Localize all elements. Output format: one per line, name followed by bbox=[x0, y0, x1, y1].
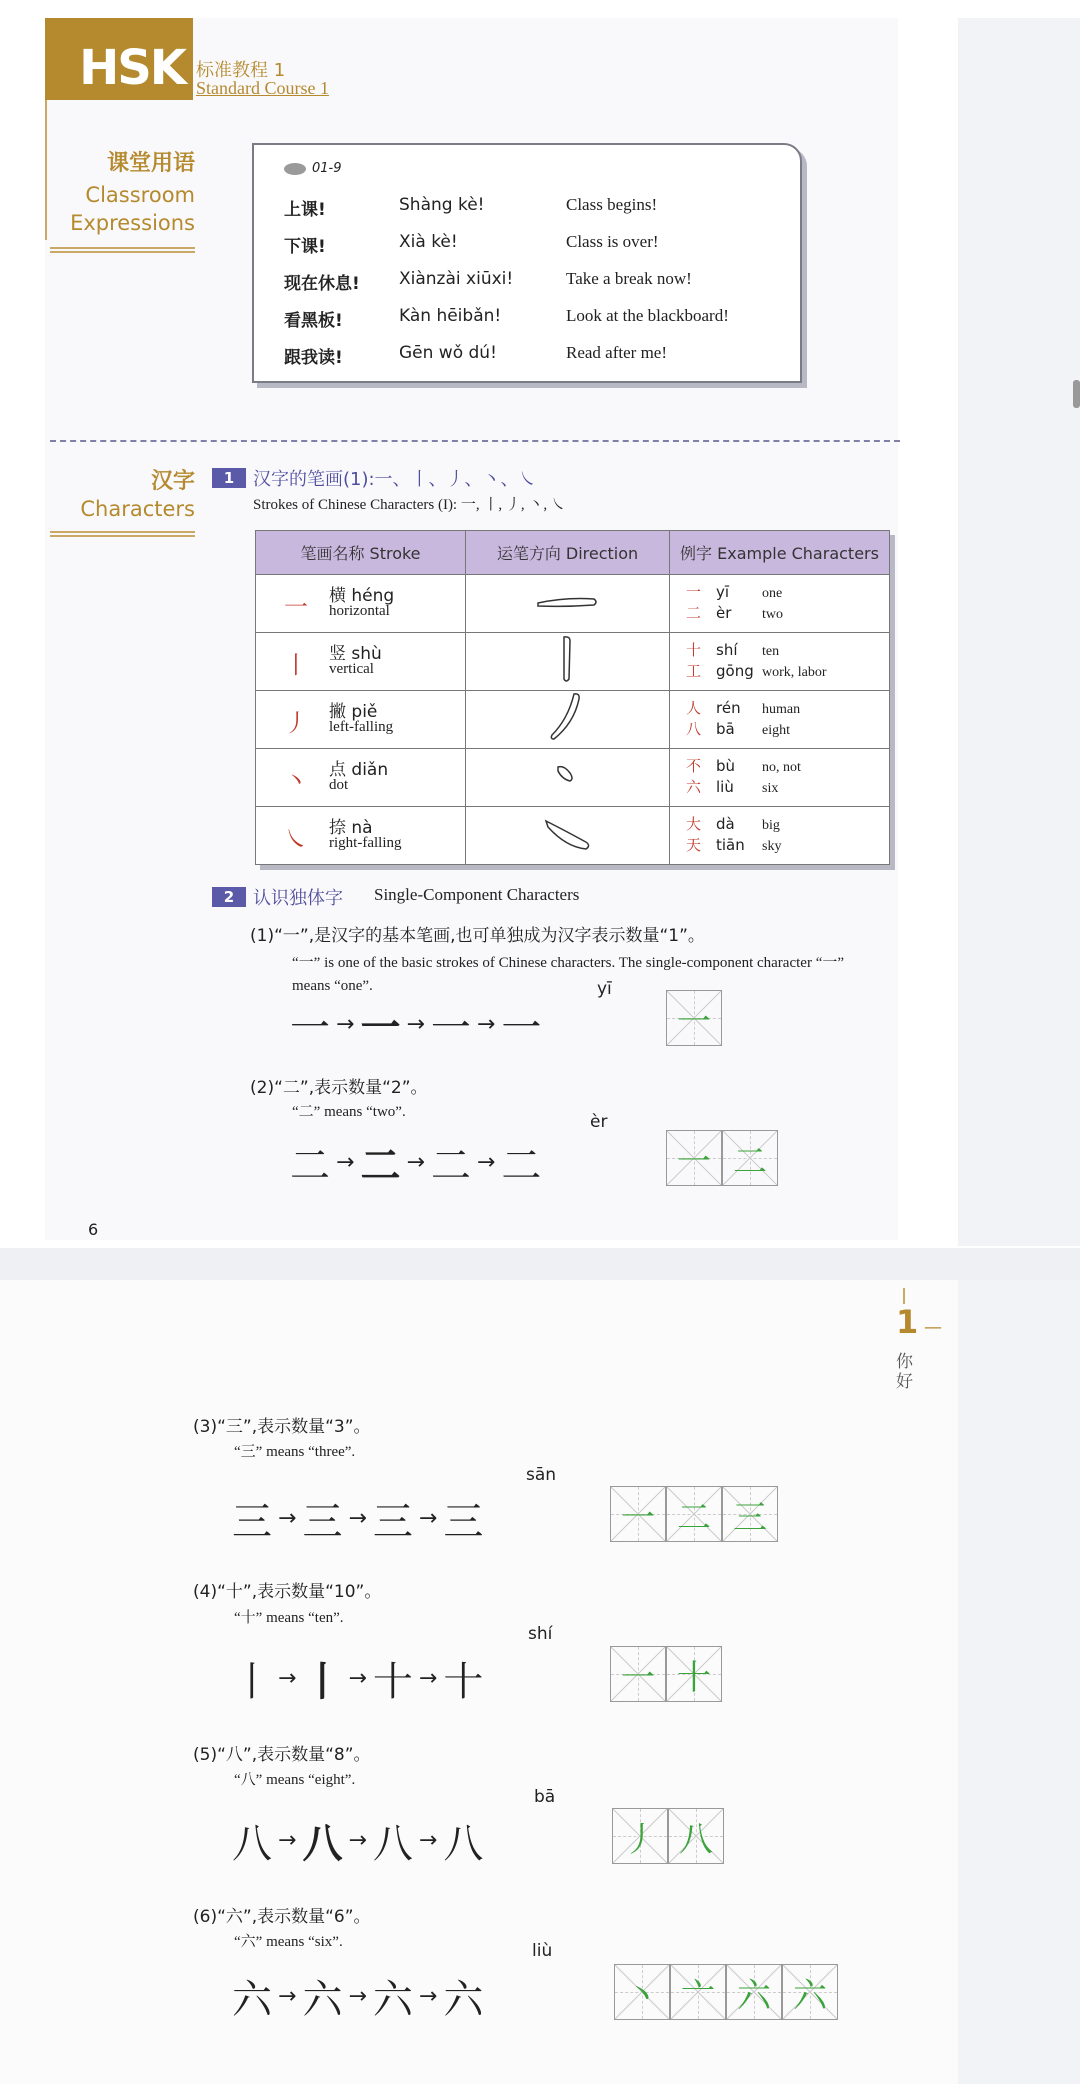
expression-zh: 上课! bbox=[284, 200, 326, 220]
section-title-en: Single-Component Characters bbox=[374, 885, 580, 904]
sequence-step: 二 bbox=[430, 1143, 471, 1189]
arrow-right-icon: → bbox=[278, 1828, 297, 1853]
example-meaning: one bbox=[762, 586, 783, 601]
example-char: 人 bbox=[686, 699, 702, 717]
sequence-step: 丨 bbox=[302, 1659, 343, 1705]
expression-en: Look at the blackboard! bbox=[566, 306, 729, 325]
example-char: 十 bbox=[686, 641, 702, 659]
section-divider bbox=[50, 440, 900, 442]
example-char: 工 bbox=[686, 662, 702, 680]
stroke-name: 横 héng bbox=[329, 586, 395, 606]
item-zh: (3)“三”,表示数量“3”。 bbox=[193, 1417, 371, 1437]
item-zh: (1)“一”,是汉字的基本笔画,也可单独成为汉字表示数量“1”。 bbox=[250, 926, 705, 946]
grid-stroke: 一 bbox=[677, 1141, 711, 1182]
example-entry bbox=[686, 718, 790, 739]
grid-stroke: 二 bbox=[733, 1141, 767, 1182]
grid-cell bbox=[666, 1486, 722, 1542]
arrow-right-icon: → bbox=[418, 1506, 438, 1531]
writing-grid bbox=[666, 990, 722, 1046]
expression-row bbox=[254, 306, 800, 342]
grid-stroke: 一 bbox=[621, 1497, 655, 1538]
stroke-mark: 丶 bbox=[284, 767, 308, 795]
classroom-label-en-2: Expressions bbox=[70, 211, 195, 235]
example-char: 八 bbox=[686, 720, 702, 738]
table-row bbox=[256, 575, 890, 633]
sequence-step: 一 bbox=[360, 1005, 401, 1051]
sequence-step: 六 bbox=[232, 1977, 272, 2023]
sequence-step: 十 bbox=[372, 1659, 413, 1705]
page-gutter-lower bbox=[958, 1280, 1080, 2084]
writing-grid bbox=[610, 1646, 722, 1702]
stroke-direction-graphic bbox=[466, 691, 669, 744]
example-meaning: big bbox=[762, 818, 780, 833]
sequence-step: 二 bbox=[290, 1143, 330, 1189]
example-pinyin: èr bbox=[716, 604, 732, 622]
grid-cell bbox=[668, 1808, 724, 1864]
grid-cell bbox=[666, 1646, 722, 1702]
grid-stroke: 丿 bbox=[623, 1819, 657, 1860]
arrow-right-icon: → bbox=[278, 1984, 297, 2009]
header-rule bbox=[45, 100, 47, 240]
writing-grid bbox=[666, 1130, 778, 1186]
expression-en: Class begins! bbox=[566, 195, 658, 214]
example-char: 一 bbox=[686, 583, 702, 601]
arrow-right-icon: → bbox=[418, 1666, 438, 1691]
arrow-right-icon: → bbox=[336, 1012, 355, 1037]
item-pinyin: sān bbox=[526, 1465, 557, 1485]
direction-cell bbox=[466, 633, 670, 691]
expression-row bbox=[254, 232, 800, 268]
stroke-english: vertical bbox=[329, 661, 374, 677]
characters-label-en: Characters bbox=[80, 497, 195, 521]
item-zh: (5)“八”,表示数量“8”。 bbox=[193, 1745, 371, 1765]
arrow-right-icon: → bbox=[406, 1012, 425, 1037]
stroke-sequence bbox=[232, 1812, 483, 1869]
examples-cell bbox=[670, 691, 890, 749]
writing-grid bbox=[614, 1964, 838, 2020]
stroke-name: 撇 piě bbox=[329, 702, 378, 722]
section-title-en: Strokes of Chinese Characters (I): 一, 丨, 丿, 丶, ㇏ bbox=[253, 497, 566, 513]
example-entry bbox=[686, 755, 801, 776]
item-en: means “one”. bbox=[292, 978, 373, 994]
section-title-zh: 汉字的笔画(1):一、丨、丿、丶、㇏ bbox=[253, 469, 537, 490]
examples-cell bbox=[670, 633, 890, 691]
example-meaning: eight bbox=[762, 723, 790, 738]
grid-cell bbox=[670, 1964, 726, 2020]
grid-stroke: 六 bbox=[793, 1975, 827, 2016]
grid-cell bbox=[722, 1486, 778, 1542]
classroom-expressions-box bbox=[252, 143, 802, 383]
classroom-label-en-1: Classroom bbox=[85, 183, 195, 207]
stroke-sequence bbox=[232, 1968, 483, 2025]
expression-pinyin: Shàng kè! bbox=[399, 195, 485, 215]
example-meaning: six bbox=[762, 781, 779, 796]
item-pinyin: shí bbox=[528, 1624, 553, 1644]
example-entry bbox=[686, 581, 782, 602]
label-rule bbox=[50, 531, 195, 537]
stroke-cell bbox=[256, 575, 466, 633]
stroke-mark: ㇏ bbox=[284, 825, 308, 853]
writing-grid bbox=[610, 1486, 778, 1542]
lesson-dash: — bbox=[918, 1317, 942, 1338]
stroke-sequence bbox=[290, 996, 541, 1053]
expression-en: Read after me! bbox=[566, 343, 667, 362]
sequence-step: 十 bbox=[443, 1659, 484, 1705]
sequence-step: 一 bbox=[290, 1005, 330, 1051]
example-pinyin: tiān bbox=[716, 836, 745, 854]
sequence-step: 八 bbox=[232, 1821, 272, 1867]
audio-track[interactable] bbox=[284, 161, 342, 176]
lesson-tab-rule bbox=[903, 1288, 905, 1304]
item-zh: (4)“十”,表示数量“10”。 bbox=[193, 1582, 382, 1602]
direction-cell bbox=[466, 807, 670, 865]
example-pinyin: yī bbox=[716, 583, 730, 601]
grid-cell bbox=[666, 1130, 722, 1186]
section-number-badge: 2 bbox=[212, 887, 246, 907]
example-pinyin: gōng bbox=[716, 662, 754, 680]
example-meaning: two bbox=[762, 607, 783, 622]
classroom-label-zh: 课堂用语 bbox=[106, 151, 195, 176]
scrollbar-thumb[interactable] bbox=[1073, 380, 1080, 408]
page-separator bbox=[0, 1248, 1080, 1280]
example-char: 天 bbox=[686, 836, 702, 854]
stroke-english: left-falling bbox=[329, 719, 394, 735]
classroom-label bbox=[50, 146, 195, 253]
grid-stroke: 六 bbox=[737, 1975, 771, 2016]
item-zh: (6)“六”,表示数量“6”。 bbox=[193, 1907, 371, 1927]
arrow-right-icon: → bbox=[476, 1150, 496, 1175]
table-row bbox=[256, 749, 890, 807]
sequence-step: 八 bbox=[302, 1821, 343, 1867]
arrow-right-icon: → bbox=[348, 1984, 367, 2009]
expression-zh: 跟我读! bbox=[284, 348, 343, 368]
stroke-direction-graphic bbox=[466, 633, 669, 686]
grid-cell bbox=[614, 1964, 670, 2020]
stroke-name: 竖 shù bbox=[329, 644, 382, 664]
sequence-step: 丨 bbox=[232, 1659, 272, 1705]
grid-cell bbox=[610, 1486, 666, 1542]
examples-cell bbox=[670, 575, 890, 633]
column-header: 运笔方向 Direction bbox=[466, 531, 670, 575]
example-meaning: sky bbox=[762, 839, 782, 854]
example-meaning: work, labor bbox=[762, 665, 827, 680]
expression-pinyin: Xiànzài xiūxi! bbox=[399, 269, 514, 289]
example-pinyin: dà bbox=[716, 815, 735, 833]
grid-cell bbox=[782, 1964, 838, 2020]
example-char: 不 bbox=[686, 757, 702, 775]
label-rule bbox=[50, 247, 195, 253]
direction-cell bbox=[466, 691, 670, 749]
stroke-english: dot bbox=[329, 777, 349, 793]
sequence-step: 三 bbox=[232, 1499, 272, 1545]
stroke-cell bbox=[256, 691, 466, 749]
stroke-mark: 一 bbox=[284, 593, 308, 621]
example-pinyin: bā bbox=[716, 720, 735, 738]
expression-row bbox=[254, 195, 800, 231]
grid-cell bbox=[612, 1808, 668, 1864]
arrow-right-icon: → bbox=[348, 1506, 367, 1531]
stroke-direction-graphic bbox=[466, 749, 669, 802]
sequence-step: 三 bbox=[443, 1499, 484, 1545]
expression-zh: 下课! bbox=[284, 237, 326, 257]
sequence-step: 三 bbox=[372, 1499, 413, 1545]
characters-label bbox=[50, 464, 195, 537]
arrow-right-icon: → bbox=[476, 1012, 496, 1037]
stroke-direction-graphic bbox=[466, 807, 669, 860]
example-entry bbox=[686, 813, 780, 834]
stroke-sequence bbox=[232, 1650, 483, 1707]
arrow-right-icon: → bbox=[418, 1828, 438, 1853]
stroke-cell bbox=[256, 807, 466, 865]
expression-row bbox=[254, 269, 800, 305]
book-title-zh: 标准教程 1 bbox=[196, 60, 286, 81]
lesson-number bbox=[896, 1304, 956, 1346]
expression-en: Class is over! bbox=[566, 232, 659, 251]
arrow-right-icon: → bbox=[278, 1506, 297, 1531]
audio-track-number: 01-9 bbox=[312, 161, 342, 176]
example-entry bbox=[686, 834, 781, 855]
item-pinyin: bā bbox=[534, 1787, 556, 1807]
lesson-title: 你好 bbox=[896, 1352, 913, 1392]
page-number: 6 bbox=[88, 1220, 99, 1239]
stroke-name: 点 diǎn bbox=[329, 760, 389, 780]
stroke-table bbox=[255, 530, 890, 865]
column-header: 例字 Example Characters bbox=[670, 531, 890, 575]
example-char: 六 bbox=[686, 778, 702, 796]
item-zh: (2)“二”,表示数量“2”。 bbox=[250, 1078, 428, 1098]
stroke-mark: 丨 bbox=[284, 651, 308, 679]
grid-stroke: 一 bbox=[621, 1657, 655, 1698]
example-entry bbox=[686, 639, 779, 660]
stroke-english: right-falling bbox=[329, 835, 402, 851]
grid-cell bbox=[726, 1964, 782, 2020]
hsk-logo: HSK bbox=[45, 18, 193, 100]
table-row bbox=[256, 691, 890, 749]
examples-cell bbox=[670, 749, 890, 807]
stroke-mark: 丿 bbox=[284, 709, 308, 737]
characters-label-zh: 汉字 bbox=[150, 469, 195, 494]
expression-row bbox=[254, 343, 800, 379]
expression-en: Take a break now! bbox=[566, 269, 692, 288]
arrow-right-icon: → bbox=[278, 1666, 297, 1691]
item-en: “十” means “ten”. bbox=[234, 1610, 344, 1626]
sequence-step: 一 bbox=[430, 1005, 471, 1051]
item-pinyin: liù bbox=[532, 1941, 553, 1961]
grid-stroke: 三 bbox=[733, 1497, 767, 1538]
writing-grid bbox=[612, 1808, 724, 1864]
stroke-sequence bbox=[290, 1134, 541, 1191]
example-pinyin: liù bbox=[716, 778, 734, 796]
example-pinyin: rén bbox=[716, 699, 741, 717]
item-en: “一” is one of the basic strokes of Chinese characters. The single-component character “一” bbox=[292, 955, 845, 971]
table-row bbox=[256, 807, 890, 865]
stroke-name: 捺 nà bbox=[329, 818, 373, 838]
sequence-step: 八 bbox=[443, 1821, 484, 1867]
item-pinyin: èr bbox=[590, 1112, 608, 1132]
example-entry bbox=[686, 602, 783, 623]
grid-cell bbox=[610, 1646, 666, 1702]
book-title-en: Standard Course 1 bbox=[196, 78, 329, 98]
arrow-right-icon: → bbox=[348, 1666, 367, 1691]
stroke-cell bbox=[256, 633, 466, 691]
example-meaning: human bbox=[762, 702, 801, 717]
sequence-step: 三 bbox=[302, 1499, 343, 1545]
item-en: “三” means “three”. bbox=[234, 1444, 356, 1460]
arrow-right-icon: → bbox=[336, 1150, 355, 1175]
section-title-zh: 认识独体字 bbox=[253, 888, 343, 909]
example-entry bbox=[686, 776, 778, 797]
example-char: 大 bbox=[686, 815, 702, 833]
example-char: 二 bbox=[686, 604, 702, 622]
arrow-right-icon: → bbox=[348, 1828, 367, 1853]
direction-cell bbox=[466, 749, 670, 807]
example-meaning: no, not bbox=[762, 760, 801, 775]
grid-stroke: 亠 bbox=[681, 1975, 715, 2016]
grid-stroke: 一 bbox=[677, 1001, 711, 1042]
grid-stroke: 八 bbox=[679, 1819, 713, 1860]
sequence-step: 六 bbox=[443, 1977, 484, 2023]
item-en: “六” means “six”. bbox=[234, 1934, 343, 1950]
grid-stroke: 十 bbox=[677, 1657, 711, 1698]
example-pinyin: bù bbox=[716, 757, 736, 775]
stroke-english: horizontal bbox=[329, 603, 390, 619]
stroke-direction-graphic bbox=[466, 575, 669, 628]
grid-stroke: 丶 bbox=[625, 1975, 659, 2016]
section-number-badge: 1 bbox=[212, 468, 246, 488]
arrow-right-icon: → bbox=[418, 1984, 438, 2009]
lesson-tab bbox=[896, 1288, 956, 1392]
sequence-step: 二 bbox=[360, 1143, 401, 1189]
expression-zh: 看黑板! bbox=[284, 311, 343, 331]
grid-stroke: 二 bbox=[677, 1497, 711, 1538]
expression-pinyin: Xià kè! bbox=[399, 232, 458, 252]
example-entry bbox=[686, 697, 800, 718]
direction-cell bbox=[466, 575, 670, 633]
stroke-cell bbox=[256, 749, 466, 807]
expression-pinyin: Kàn hēibǎn! bbox=[399, 306, 502, 326]
item-en: “八” means “eight”. bbox=[234, 1772, 356, 1788]
example-entry bbox=[686, 660, 827, 681]
grid-cell bbox=[722, 1130, 778, 1186]
expression-pinyin: Gēn wǒ dú! bbox=[399, 343, 497, 363]
expression-zh: 现在休息! bbox=[284, 274, 360, 294]
table-row bbox=[256, 633, 890, 691]
arrow-right-icon: → bbox=[406, 1150, 425, 1175]
lesson-number-text: 1 bbox=[896, 1303, 919, 1341]
sequence-step: 二 bbox=[501, 1143, 542, 1189]
sequence-step: 一 bbox=[501, 1005, 542, 1051]
stroke-sequence bbox=[232, 1490, 483, 1547]
examples-cell bbox=[670, 807, 890, 865]
audio-icon bbox=[284, 163, 306, 175]
sequence-step: 八 bbox=[372, 1821, 413, 1867]
grid-cell bbox=[666, 990, 722, 1046]
page-gutter bbox=[958, 18, 1080, 1246]
sequence-step: 六 bbox=[372, 1977, 413, 2023]
example-meaning: ten bbox=[762, 644, 780, 659]
item-pinyin: yī bbox=[597, 979, 612, 999]
table-header-row bbox=[256, 531, 890, 575]
item-en: “二” means “two”. bbox=[292, 1104, 406, 1120]
sequence-step: 六 bbox=[302, 1977, 343, 2023]
column-header: 笔画名称 Stroke bbox=[256, 531, 466, 575]
example-pinyin: shí bbox=[716, 641, 738, 659]
